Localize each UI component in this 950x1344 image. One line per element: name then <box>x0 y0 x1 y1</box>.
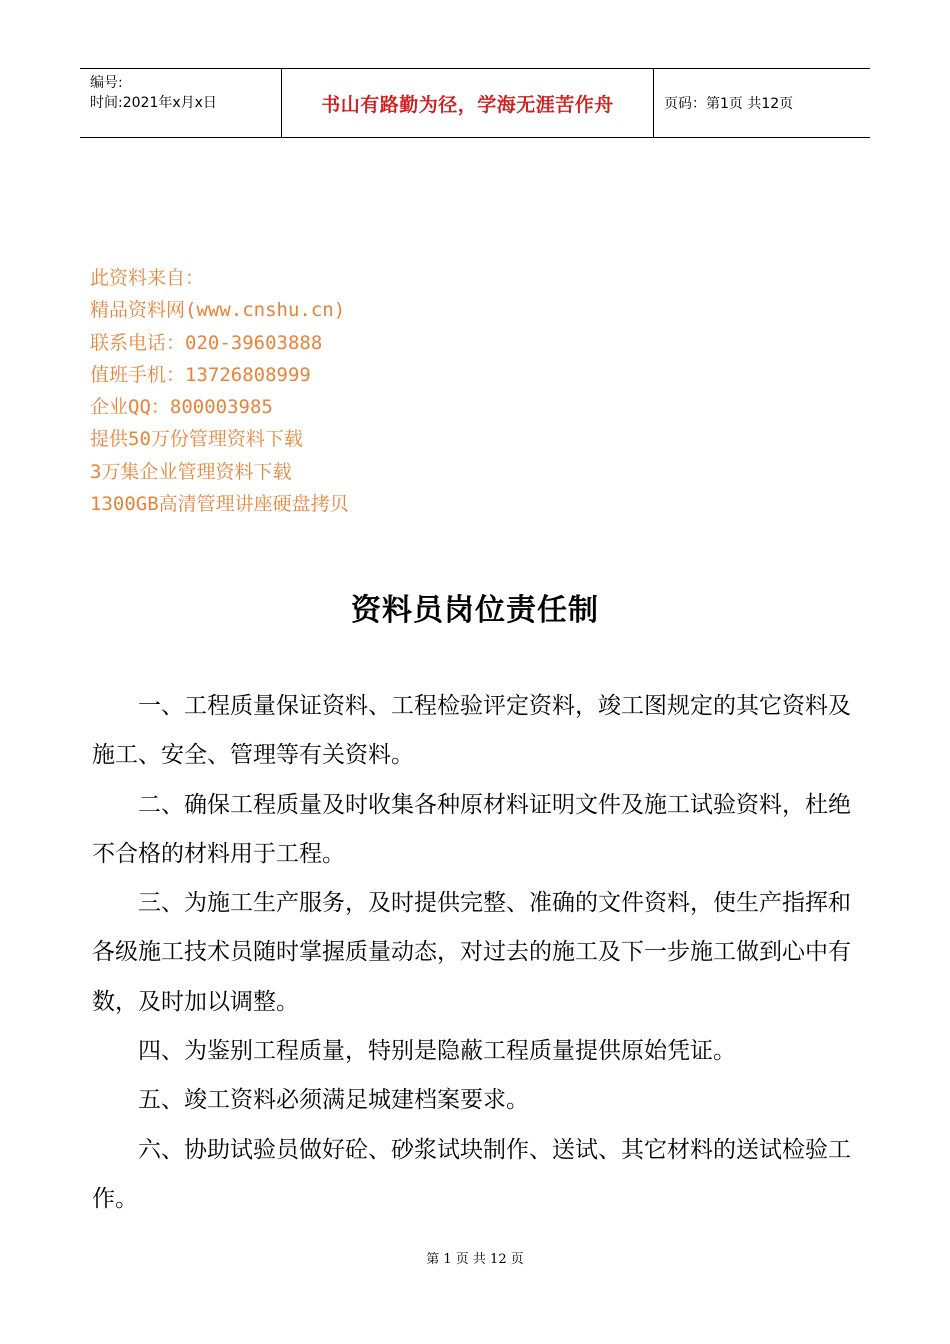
body-paragraph: 五、竣工资料必须满足城建档案要求。 <box>138 1087 529 1114</box>
body-paragraph: 三、为施工生产服务，及时提供完整、准确的文件资料，使生产指挥和各级施工技术员随时掌握质量动态，对过去的施工及下一步施工做到心中有数，及时加以调整。 <box>92 890 851 1015</box>
page-footer: 第 1 页 共 12 页 <box>426 1252 524 1267</box>
body-paragraph: 六、协助试验员做好砼、砂浆试块制作、送试、其它材料的送试检验工作。 <box>92 1136 851 1212</box>
body-paragraph: 一、工程质量保证资料、工程检验评定资料，竣工图规定的其它资料及施工、安全、管理等有关资料。 <box>92 693 851 769</box>
document-title: 资料员岗位责任制 <box>351 593 599 628</box>
header-meta-cell <box>80 69 282 137</box>
document-date: 时间:2021年x月x日 <box>90 95 217 111</box>
document-number-label: 编号: <box>90 75 123 91</box>
promo-line: 联系电话：020-39603888 <box>90 331 323 354</box>
body-paragraph: 二、确保工程质量及时收集各种原材料证明文件及施工试验资料，杜绝不合格的材料用于工程。 <box>92 791 851 867</box>
body-paragraph: 四、为鉴别工程质量，特别是隐蔽工程质量提供原始凭证。 <box>138 1038 736 1065</box>
promo-line: 此资料来自： <box>90 267 205 289</box>
promo-line: 1300GB高清管理讲座硬盘拷贝 <box>90 493 349 516</box>
promo-line: 企业QQ：800003985 <box>90 396 273 419</box>
header-table <box>80 68 870 138</box>
promo-line: 3万集企业管理资料下载 <box>90 460 292 483</box>
source-promo-block <box>90 262 349 520</box>
promo-line: 提供50万份管理资料下载 <box>90 428 303 451</box>
document-body <box>92 682 864 1224</box>
promo-line: 值班手机：13726808999 <box>90 363 311 386</box>
motto-text: 书山有路勤为径，学海无涯苦作舟 <box>321 93 614 116</box>
header-page-info: 页码：第1页 共12页 <box>664 96 794 112</box>
promo-line: 精品资料网(www.cnshu.cn) <box>90 299 346 322</box>
header-page-cell <box>654 69 870 137</box>
header-motto-cell <box>282 69 654 137</box>
